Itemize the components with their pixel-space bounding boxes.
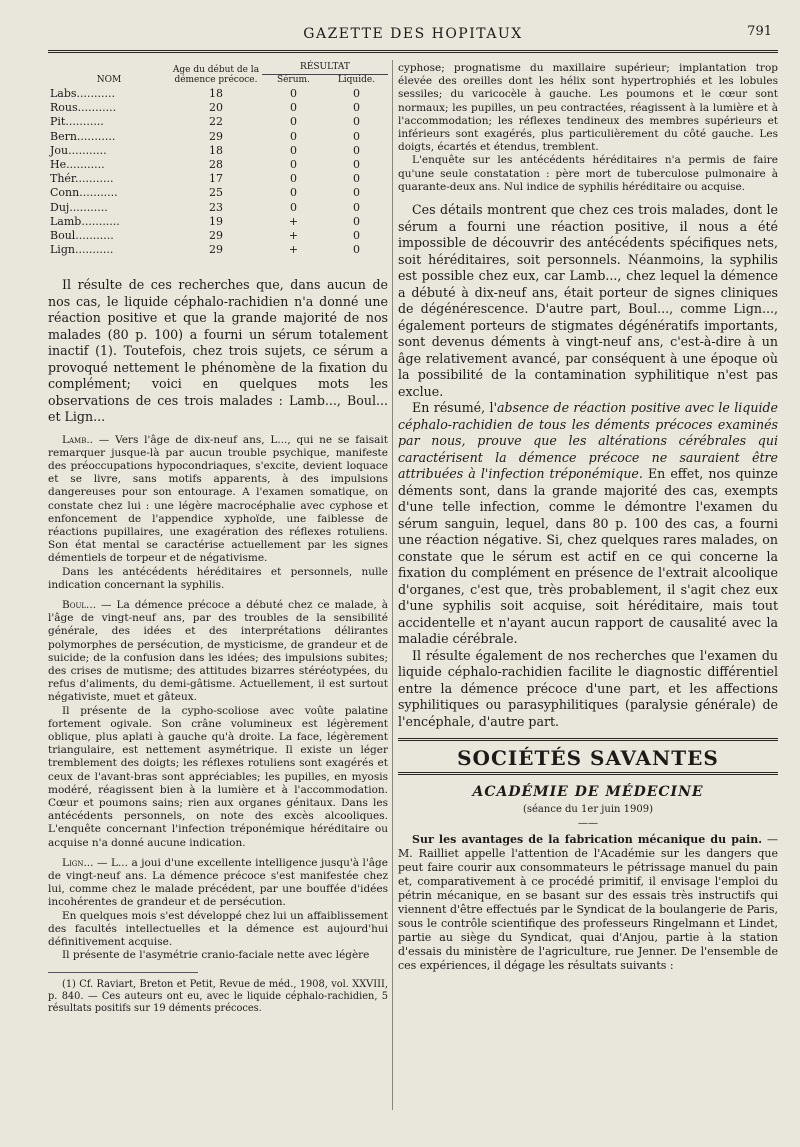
case-text: ... — La démence précoce a débuté chez ce malade, à l'âge de vingt-neuf ans, par des troubles de la sensibilité générale, des idées et des interprétations délirantes polymorphes de persécution, de mysticisme, de grandeur et de suicide; de la confusion dans les idées; des impulsions subites; des crises de mutisme; des attitudes bizarres stéréotypées, du refus d'aliments, du demi-gâtisme. Actuellement, il est surtout négativiste, muet et gâteux.	[48, 598, 388, 704]
table-cell-liquid: 0	[352, 214, 360, 228]
page-number: 791	[747, 24, 772, 39]
table-cell-liquid: 0	[352, 115, 360, 129]
section-rule	[398, 772, 778, 775]
table-cell-serum: 0	[289, 87, 297, 101]
paragraph: cyphose; prognatisme du maxillaire supérieur; implantation trop élevée des oreilles dont les hélix sont hypertrophiés et les lobules sessiles; du varicocèle à gauche. Les poumons et le cœur sont normaux; les pupilles, un peu contractées, réagissent à la lumière et à l'accommodation; les réflexes tendineux des membres supérieurs et inférieurs sont exagérés, plus particulièrement du côté gauche. Les doigts, écartés et étendus, tremblent.	[398, 62, 778, 154]
table-row	[48, 172, 388, 186]
table-cell-serum: 0	[289, 186, 297, 200]
case-name: Lign	[62, 856, 84, 869]
table-cell-liquid: 0	[352, 87, 360, 101]
table-cell-name: Pit...........	[50, 115, 104, 129]
table-cell-age: 19	[208, 214, 223, 228]
table-row	[48, 115, 388, 129]
table-cell-serum: 0	[289, 143, 297, 157]
paragraph: Il présente de l'asymétrie cranio-faciale nette avec légère	[62, 949, 370, 962]
case-lamb	[48, 434, 388, 566]
left-column	[48, 62, 388, 1015]
col-header-liquid: Liquide.	[337, 75, 376, 85]
table-row	[48, 229, 388, 243]
table-cell-name: Thér...........	[50, 172, 114, 186]
table-row	[48, 243, 388, 257]
table-cell-serum: 0	[289, 158, 297, 172]
table-cell-age: 18	[208, 87, 223, 101]
table-row	[48, 144, 388, 158]
table-cell-liquid: 0	[352, 172, 360, 186]
paragraph: L'enquête sur les antécédents héréditaires n'a permis de faire qu'une seule constatation : père mort de tuberculose pulmonaire à quarante-deux ans. Nul indice de syphilis héréditaire ou acquise.	[398, 154, 778, 193]
paragraph: Dans les antécédents héréditaires et personnels, nulle indication concernant la syphilis.	[48, 565, 388, 591]
case-lign	[48, 857, 388, 910]
table-cell-liquid: 0	[352, 158, 360, 172]
col-header-name: NOM	[96, 75, 122, 85]
table-row	[48, 201, 388, 215]
table-cell-liquid: 0	[352, 129, 360, 143]
table-cell-serum: 0	[289, 129, 297, 143]
table-cell-serum: +	[288, 214, 299, 228]
case-text: .. — Vers l'âge de dix-neuf ans, L..., qui ne se faisait remarquer jusque-là par aucun trouble psychique, manifeste des préoccupations hypocondriaques, s'excite, devient loquace et se livre, sans motifs apparents, à des impulsions dangereuses pour son entourage. A l'examen somatique, on constate chez lui : une légère macrocéphalie avec cyphose et enfoncement de l'appendice xyphoïde, une faiblesse de réactions pupillaires, une exagération des réflexes rotuliens. Son état mental se caractérise actuellement par les signes démentiels de torpeur et de négativisme.	[48, 433, 388, 565]
table-cell-name: Rous...........	[50, 101, 117, 115]
table-cell-liquid: 0	[352, 101, 360, 115]
page-header	[48, 18, 778, 48]
table-cell-name: Lamb...........	[50, 214, 120, 228]
paragraph: Il présente de la cypho-scoliose avec voûte palatine fortement ogivale. Son crâne volumineux est légèrement oblique, plus aplati à gauche qu'à droite. La face, légèrement triangulaire, est nettement asymétrique. Il existe un léger tremblement des doigts; les réflexes rotuliens sont exagérés et ceux de l'avant-bras sont appréciables; les pupilles, en myosis modéré, réagissent bien à la lumière et à l'accommodation. Cœur et poumons sains; rien aux organes génitaux. Dans les antécédents personnels, on note des excès alcooliques. L'enquête concernant l'infection tréponémique héréditaire ou acquise n'a donné aucune indication.	[48, 704, 388, 849]
conclusion-paragraph	[398, 400, 778, 648]
table-row	[48, 186, 388, 200]
article-text: — M. Railliet appelle l'attention de l'Académie sur les dangers que peut faire courir aux consommateurs le pétrissage manuel du pain et, comparativement à ce procédé primitif, il envisage l'emploi du pétrin mécanique, en se basant sur des essais très instructifs qui viennent d'être effectués par le Syndicat de la boulangerie de Paris, sous le contrôle scientifique des professeurs Ringelmann et Lindet, partie au siège du Syndicat, quai d'Anjou, partie à la station d'essais du ministère de l'agriculture, rue Jenner. De l'ensemble de ces expériences, il dégage les résultats suivants :	[398, 833, 778, 973]
table-cell-age: 23	[208, 200, 223, 214]
academy-title: ACADÉMIE DE MÉDECINE	[472, 784, 704, 801]
paragraph: En quelques mois s'est développé chez lui un affaiblissement des facultés intellectuelles et la démence est aujourd'hui définitivement acquise.	[48, 909, 388, 949]
paragraph: Ces détails montrent que chez ces trois malades, dont le sérum a fourni une réaction positive, il nous a été impossible de découvrir des antécédents spécifiques nets, soit héréditaires, soit personnels. Néanmoins, la syphilis est possible chez eux, car Lamb..., chez lequel la démence a débuté à dix-neuf ans, était porteur de signes cliniques de dégénérescence. D'autre part, Boul..., comme Lign..., également porteurs de stigmates dégénératifs importants, sont devenus déments à vingt-neuf ans, c'est-à-dire à un âge relativement avancé, par conséquent à une époque où la possibilité de la contamination syphilitique n'est pas exclue.	[398, 202, 778, 399]
table-cell-name: Labs...........	[50, 87, 116, 101]
table-cell-age: 29	[208, 243, 223, 257]
table-row	[48, 87, 388, 101]
table-cell-name: He...........	[50, 158, 105, 172]
section-rule	[398, 738, 778, 741]
col-header-age: Age du début de la démence précoce.	[172, 65, 260, 85]
header-rule	[48, 50, 778, 53]
table-cell-liquid: 0	[352, 200, 360, 214]
results-table-wrap	[48, 62, 388, 277]
paragraph: Il résulte également de nos recherches que l'examen du liquide céphalo-rachidien facilite le diagnostic différentiel entre la démence précoce d'une part, et les affections syphilitiques ou parasyphilitiques (paralysie générale) de l'encéphale, d'autre part.	[398, 647, 778, 729]
article-title: Sur les avantages de la fabrication mécanique du pain.	[412, 833, 763, 847]
table-cell-name: Lign...........	[50, 243, 114, 257]
emphasis-text: absence de réaction positive avec le liquide céphalo-rachidien de tous les déments précoces examinés par nous, prouve que les altérations cérébrales qui caractérisent la démence précoce ne sauraient être attribuées à l'infection tréponémique.	[398, 400, 778, 482]
table-row	[48, 215, 388, 229]
table-cell-age: 29	[208, 228, 223, 242]
table-cell-age: 22	[208, 115, 223, 129]
table-cell-liquid: 0	[352, 186, 360, 200]
table-cell-serum: 0	[289, 115, 297, 129]
table-cell-serum: +	[288, 228, 299, 242]
case-name: Lamb	[62, 433, 87, 446]
table-cell-age: 29	[208, 129, 223, 143]
table-cell-serum: 0	[289, 200, 297, 214]
table-cell-age: 20	[208, 101, 223, 115]
text-span: En effet, nos quinze déments sont, dans la grande majorité des cas, exempts d'une telle infection, comme le démontre l'examen du sérum sanguin, lequel, dans 80 p. 100 des cas, a fourni une réaction négative. Si, chez quelques rares malades, on constate que le sérum est actif en ce qui concerne la fixation du complément en présence de l'extrait alcoolique d'organes, c'est que, très probablement, il s'agit chez eux d'une syphilis soit acquise, soit héréditaire, mais tout accidentelle et n'ayant aucun rapport de causalité avec la maladie cérébrale.	[398, 466, 778, 647]
case-boul	[48, 599, 388, 705]
table-cell-serum: 0	[289, 172, 297, 186]
section-title: SOCIÉTÉS SAVANTES	[457, 746, 719, 771]
case-name: Boul	[62, 598, 87, 611]
results-table	[48, 62, 388, 257]
right-column	[398, 62, 778, 973]
table-cell-name: Duj...........	[50, 200, 108, 214]
column-divider	[392, 60, 393, 1110]
table-cell-name: Jou...........	[50, 143, 107, 157]
running-title: GAZETTE DES HOPITAUX	[303, 26, 523, 42]
footnote-rule	[48, 972, 198, 979]
table-cell-serum: +	[288, 243, 299, 257]
footnote: (1) Cf. Raviart, Breton et Petit, Revue de méd., 1908, vol. XXVIII, p. 840. — Ces auteurs ont eu, avec le liquide céphalo-rachidien, 5 résultats positifs sur 19 déments précoces.	[48, 979, 388, 1015]
table-cell-name: Boul...........	[50, 228, 114, 242]
table-cell-liquid: 0	[352, 143, 360, 157]
table-cell-age: 25	[208, 186, 223, 200]
table-cell-age: 28	[208, 158, 223, 172]
table-cell-liquid: 0	[352, 228, 360, 242]
separator-dash: ——	[578, 818, 598, 830]
table-row	[48, 130, 388, 144]
article	[398, 833, 778, 973]
table-cell-age: 18	[208, 143, 223, 157]
table-row	[48, 158, 388, 172]
col-header-serum: Sérum.	[276, 75, 310, 85]
session-date: (séance du 1er juin 1909)	[522, 804, 654, 816]
table-cell-name: Bern...........	[50, 129, 116, 143]
text-span: En résumé, l'	[412, 400, 498, 416]
col-header-result: RÉSULTAT	[262, 62, 388, 75]
table-cell-name: Conn...........	[50, 186, 118, 200]
paragraph: Il résulte de ces recherches que, dans aucun de nos cas, le liquide céphalo-rachidien n'a donné une réaction positive et que la grande majorité de nos malades (80 p. 100) a fourni un sérum totalement inactif (1). Toutefois, chez trois sujets, ce sérum a provoqué nettement le phénomène de la fixation du complément; voici en quelques mots les observations de ces trois malades : Lamb..., Boul... et Lign...	[48, 277, 388, 424]
table-cell-serum: 0	[289, 101, 297, 115]
table-row	[48, 101, 388, 115]
table-cell-age: 17	[208, 172, 223, 186]
table-cell-liquid: 0	[352, 243, 360, 257]
case-text: ... — L... a joui d'une excellente intelligence jusqu'à l'âge de vingt-neuf ans. La démence précoce s'est manifestée chez lui, comme chez le malade précédent, par une bouffée d'idées incohérentes de grandeur et de persécution.	[48, 856, 388, 909]
